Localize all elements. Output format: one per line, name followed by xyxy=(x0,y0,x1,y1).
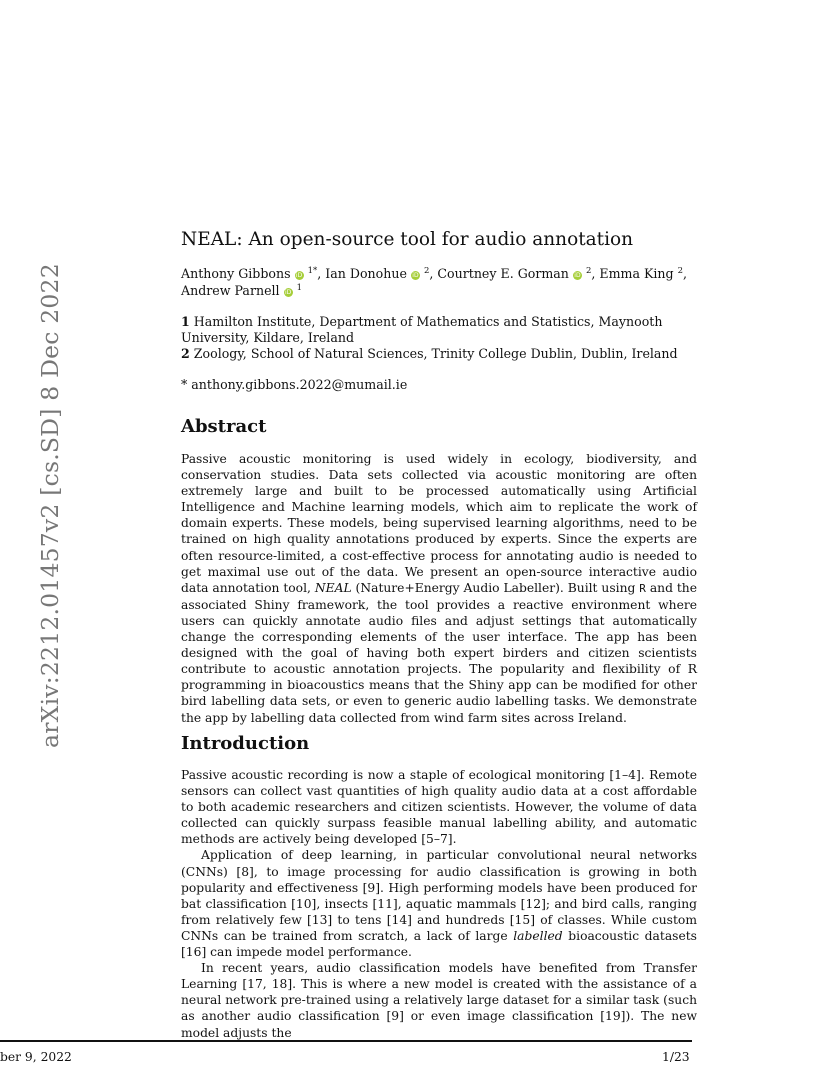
page-number: 1/23 xyxy=(662,1050,690,1064)
affiliation-number: 1 xyxy=(181,314,190,329)
abstract-body xyxy=(181,451,697,726)
orcid-icon[interactable]: iD xyxy=(295,272,303,279)
author-affiliation-mark: 2 xyxy=(423,266,430,276)
author-affiliation-mark: 1 xyxy=(296,283,303,293)
orcid-icon[interactable]: iD xyxy=(574,272,581,279)
affiliation-1 xyxy=(181,314,662,329)
author-affiliation-mark: 1* xyxy=(307,266,318,276)
author-name: Courtney E. Gorman xyxy=(437,266,569,281)
author-line-2 xyxy=(181,283,302,298)
author-name: Emma King xyxy=(599,266,674,281)
author-name: Anthony Gibbons xyxy=(181,266,291,281)
abstract-paragraph: Passive acoustic monitoring is used widely in ecology, biodiversity, and conservation studies. Data sets collected via acoustic monitoring are often extremely large and built to be processed automatically using Artificial Intelligence and Machine learning models, which aim to replicate the work of domain experts. These models, being supervised learning algorithms, need to be trained on high quality annotations produced by experts. Since the experts are often resource-limited, a cost-effective process for annotating audio is needed to get maximal use out of the data. We present an open-source interactive audio data annotation tool, NEAL (Nature+Energy Audio Labeller). Built using R and the associated Shiny framework, the tool provides a reactive environment where users can quickly annotate audio files and adjust settings that automatically change the corresponding elements of the user interface. The app has been designed with the goal of having both expert birders and citizen scientists contribute to acoustic annotation projects. The popularity and flexibility of R programming in bioacoustics means that the Shiny app can be modified for other bird labelling data sets, or even to generic audio labelling tasks. We demonstrate the app by labelling data collected from wind farm sites across Ireland. xyxy=(181,452,697,725)
orcid-icon[interactable]: iD xyxy=(284,289,292,296)
footer-date: ber 9, 2022 xyxy=(0,1050,72,1064)
affiliation-1-continued: University, Kildare, Ireland xyxy=(181,330,355,345)
author-affiliation-mark: 2 xyxy=(585,266,592,276)
author-name: Andrew Parnell xyxy=(181,283,280,298)
affiliation-text: Zoology, School of Natural Sciences, Trinity College Dublin, Dublin, Ireland xyxy=(193,346,678,361)
introduction-body xyxy=(181,767,697,1041)
author-name: Ian Donohue xyxy=(325,266,407,281)
author-affiliation-mark: 2 xyxy=(677,266,684,276)
intro-paragraph-2: Application of deep learning, in particular convolutional neural networks (CNNs) [8], to image processing for audio classification is growing in both popularity and effectiveness [9]. High performing models have been produced for bat classification [10], insects [11], aquatic mammals [12]; and bird calls, ranging from relatively few [13] to tens [14] and hundreds [15] of classes. While custom CNNs can be trained from scratch, a lack of large labelled bioacoustic datasets [16] can impede model performance. xyxy=(181,848,697,960)
introduction-heading: Introduction xyxy=(181,733,310,754)
abstract-heading: Abstract xyxy=(181,416,267,437)
affiliation-text: Hamilton Institute, Department of Mathematics and Statistics, Maynooth xyxy=(193,314,663,329)
author-line-1: Anthony Gibbons iD $^{1*}$, Ian Donohue iD $^2$, Courtney E. Gorman iD $^2$, Emma King $^2$, xyxy=(181,266,688,281)
intro-paragraph-1: Passive acoustic recording is now a staple of ecological monitoring [1–4]. Remote sensors can collect vast quantities of high quality audio data at a cost affordable to both academic researchers and citizen scientists. However, the volume of data collected can quickly surpass feasible manual labelling ability, and automatic methods are actively being developed [5–7]. xyxy=(181,768,697,847)
tool-name: NEAL xyxy=(314,580,352,595)
footer-rule xyxy=(0,1040,692,1042)
r-language: R xyxy=(639,581,646,595)
affiliation-2 xyxy=(181,346,678,361)
corresponding-email[interactable]: * anthony.gibbons.2022@mumail.ie xyxy=(181,377,408,392)
affiliation-number: 2 xyxy=(181,346,190,361)
paper-title: NEAL: An open-source tool for audio annotation xyxy=(181,229,634,250)
intro-paragraph-3: In recent years, audio classification models have benefited from Transfer Learning [17, 18]. This is where a new model is created with the assistance of a neural network pre-trained using a relatively large dataset for a similar task (such as another audio classification [9] or even image classification [19]). The new model adjusts the xyxy=(181,961,697,1040)
orcid-icon[interactable]: iD xyxy=(412,272,419,279)
arxiv-identifier: arXiv:2212.01457v2 [cs.SD] 8 Dec 2022 xyxy=(36,263,64,748)
